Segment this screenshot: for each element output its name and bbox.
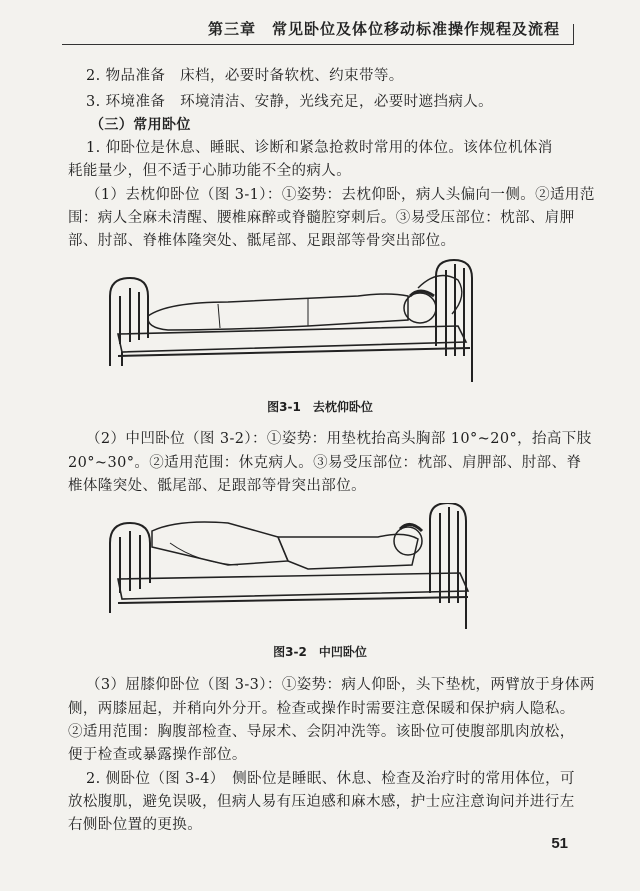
running-header <box>0 0 640 48</box>
figure-3-1-caption: 图3-1 去枕仰卧位 <box>267 400 373 414</box>
paragraph-trendelenburg-1: （2）中凹卧位（图 3-2）：①姿势：用垫枕抬高头胸部 10°~20°，抬高下肢 <box>86 431 592 447</box>
chapter-title: 第三章 常见卧位及体位移动标准操作规程及流程 <box>207 20 560 38</box>
figure-3-1-illustration <box>108 256 480 386</box>
paragraph-item-prep: 2. 物品准备 床档，必要时备软枕、约束带等。 <box>86 68 404 84</box>
paragraph-pillowless-3: 部、肘部、脊椎体隆突处、骶尾部、足跟部等骨突出部位。 <box>68 233 456 249</box>
paragraph-knee-bent-3: ②适用范围：胸腹部检查、导尿术、会阴冲洗等。该卧位可使腹部肌肉放松， <box>68 724 575 740</box>
paragraph-pillowless-1: （1）去枕仰卧位（图 3-1）：①姿势：去枕仰卧，病人头偏向一侧。②适用范 <box>86 187 595 203</box>
paragraph-env-prep: 3. 环境准备 环境清洁、安静，光线充足，必要时遮挡病人。 <box>86 94 494 110</box>
figure-3-2-illustration <box>108 503 480 633</box>
paragraph-supine-intro-2: 耗能量少，但不适于心肺功能不全的病人。 <box>68 163 352 179</box>
paragraph-knee-bent-1: （3）屈膝仰卧位（图 3-3）：①姿势：病人仰卧，头下垫枕，两臂放于身体两 <box>86 677 595 693</box>
paragraph-supine-intro-1: 1. 仰卧位是休息、睡眠、诊断和紧急抢救时常用的体位。该体位机体消 <box>86 140 553 156</box>
header-tick <box>573 24 574 45</box>
figure-3-2-caption: 图3-2 中凹卧位 <box>273 645 367 659</box>
paragraph-knee-bent-4: 便于检查或暴露操作部位。 <box>68 747 247 763</box>
page-number: 51 <box>551 835 568 852</box>
paragraph-trendelenburg-3: 椎体隆突处、骶尾部、足跟部等骨突出部位。 <box>68 478 366 494</box>
paragraph-pillowless-2: 围：病人全麻未清醒、腰椎麻醉或脊髓腔穿刺后。③易受压部位：枕部、肩胛 <box>68 210 575 226</box>
paragraph-knee-bent-2: 侧，两膝屈起，并稍向外分开。检查或操作时需要注意保暖和保护病人隐私。 <box>68 701 575 717</box>
header-rule <box>62 44 574 45</box>
section-heading: （三）常用卧位 <box>90 117 191 133</box>
paragraph-lateral-3: 右侧卧位置的更换。 <box>68 817 203 833</box>
paragraph-lateral-1: 2. 侧卧位（图 3-4） 侧卧位是睡眠、休息、检查及治疗时的常用体位，可 <box>86 771 575 787</box>
paragraph-lateral-2: 放松腹肌，避免误吸，但病人易有压迫感和麻木感，护士应注意询问并进行左 <box>68 794 575 810</box>
paragraph-trendelenburg-2: 20°~30°。②适用范围：休克病人。③易受压部位：枕部、肩胛部、肘部、脊 <box>68 455 582 471</box>
